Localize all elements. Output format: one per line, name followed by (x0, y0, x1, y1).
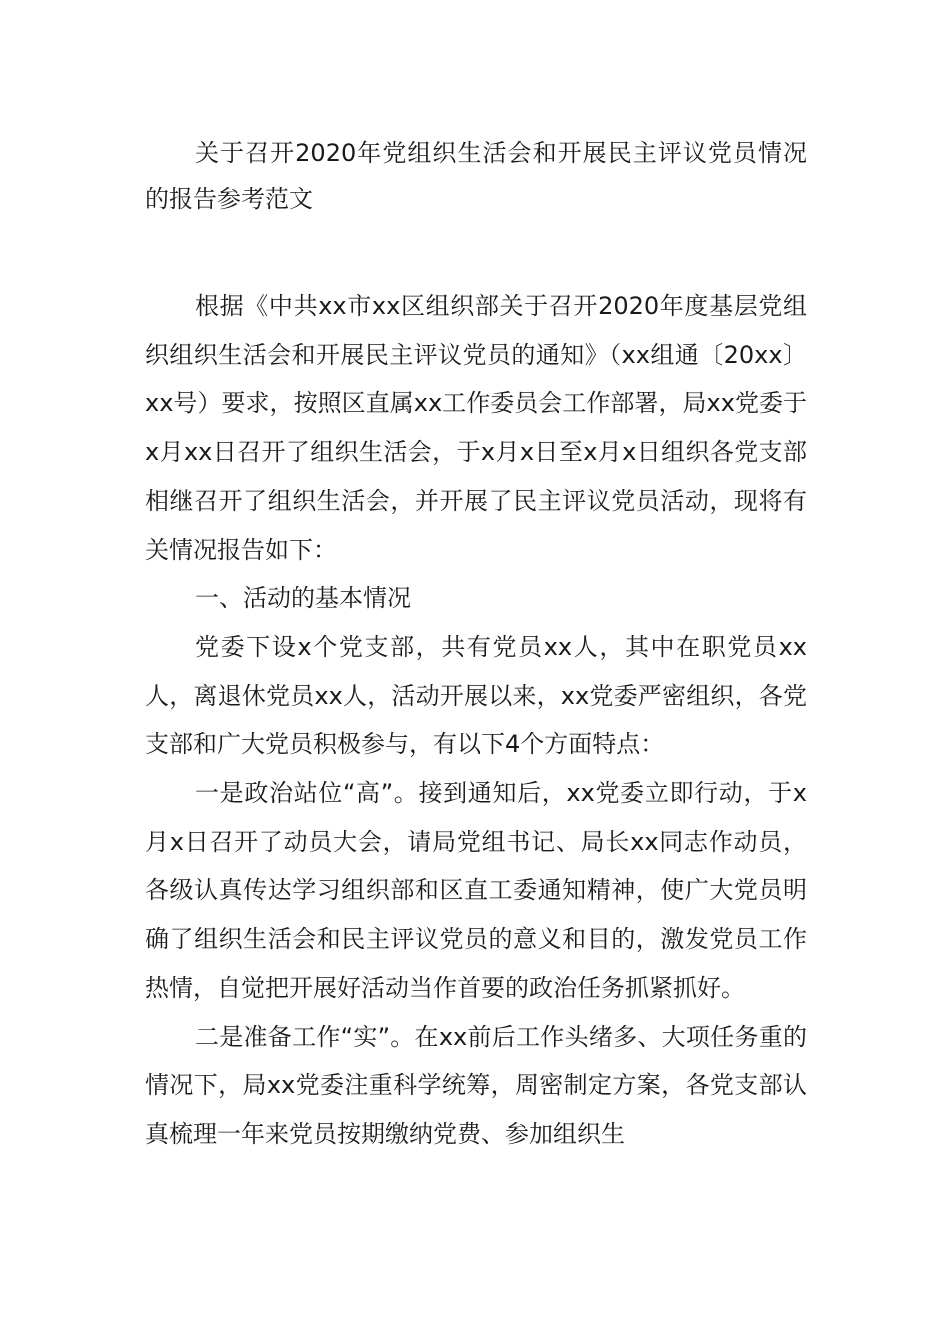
document-body (145, 282, 807, 1159)
section-heading-basic-situation: 一、活动的基本情况 (195, 584, 411, 613)
document-title: 关于召开2020年党组织生活会和开展民主评议党员情况的报告参考范文 (145, 139, 807, 213)
paragraph-point-one: 一是政治站位“高”。接到通知后，xx党委立即行动，于x月x日召开了动员大会，请局党组书记、局长xx同志作动员，各级认真传达学习组织部和区直工委通知精神，使广大党员明确了组织生活会和民主评议党员的意义和目的，激发党员工作热情，自觉把开展好活动当作首要的政治任务抓紧抓好。 (145, 779, 807, 1002)
paragraph-point-two: 二是准备工作“实”。在xx前后工作头绪多、大项任务重的情况下，局xx党委注重科学统筹，周密制定方案，各党支部认真梳理一年来党员按期缴纳党费、参加组织生 (145, 1022, 807, 1148)
paragraph-intro: 根据《中共xx市xx区组织部关于召开2020年度基层党组织组织生活会和开展民主评议党员的通知》（xx组通〔20xx〕xx号）要求，按照区直属xx工作委员会工作部署，局xx党委于x月xx日召开了组织生活会，于x月x日至x月x日组织各党支部相继召开了组织生活会，并开展了民主评议党员活动，现将有关情况报告如下： (145, 292, 807, 564)
paragraph-overview: 党委下设x个党支部，共有党员xx人，其中在职党员xx人，离退休党员xx人，活动开展以来，xx党委严密组织，各党支部和广大党员积极参与，有以下4个方面特点： (145, 632, 807, 759)
